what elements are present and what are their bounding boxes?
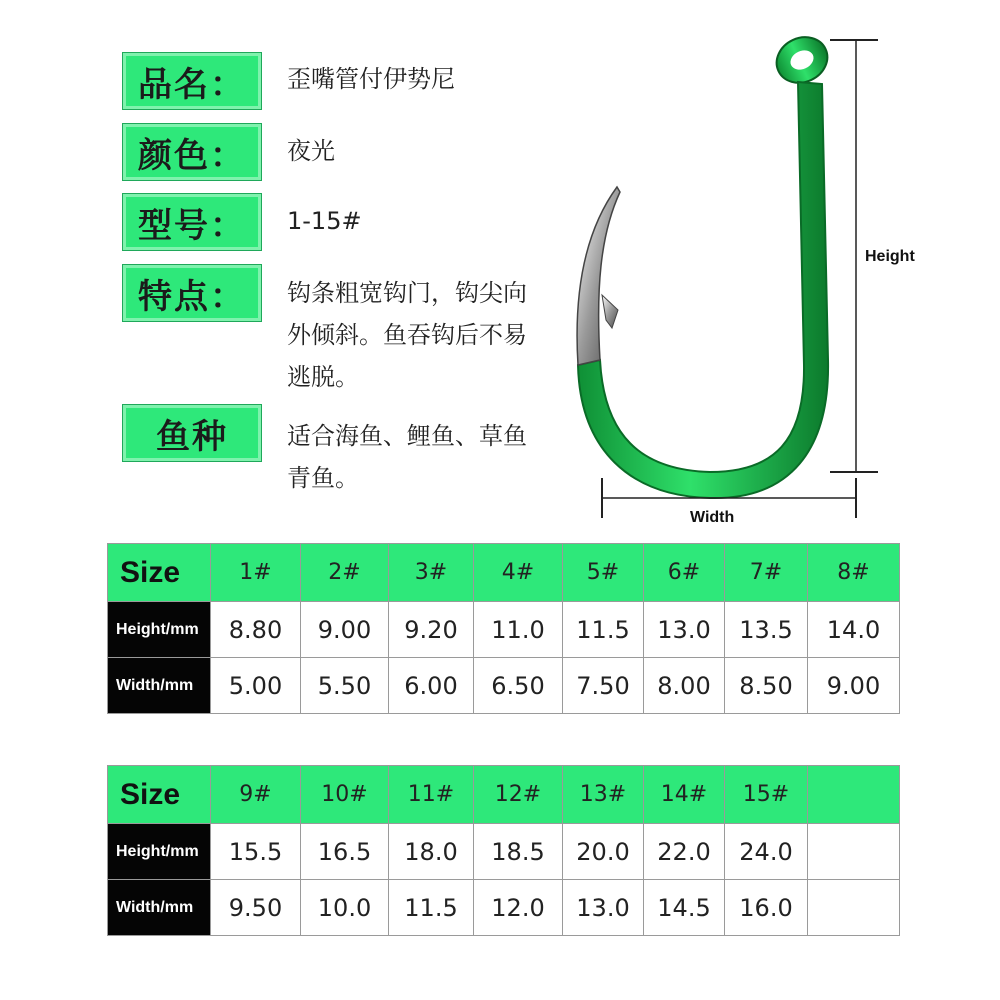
features-value [287,272,527,398]
fish-species-line-1: 适合海鱼、鲤鱼、草鱼 [287,422,527,450]
height-cell: 11.5 [563,602,644,658]
height-cell: 8.80 [211,602,301,658]
size-cell: 7# [725,544,808,602]
width-row-header: Width/mm [108,658,211,714]
color-label: 颜色： [122,123,262,181]
width-row-header: Width/mm [108,880,211,936]
height-cell: 22.0 [644,824,725,880]
width-cell: 9.00 [808,658,900,714]
size-cell: 13# [563,766,644,824]
height-dimension-label: Height [865,248,915,265]
table-header-row [108,544,900,602]
fish-species-label: 鱼种 [122,404,262,462]
size-cell: 10# [301,766,389,824]
table-row [108,602,900,658]
height-cell: 9.20 [389,602,474,658]
table-row [108,880,900,936]
fishing-hook-icon [560,20,900,530]
fish-species-line-2: 青鱼。 [287,464,359,492]
height-cell: 24.0 [725,824,808,880]
height-cell: 9.00 [301,602,389,658]
height-cell: 18.5 [474,824,563,880]
features-label: 特点： [122,264,262,322]
model-value: 1-15# [287,207,362,235]
width-cell: 16.0 [725,880,808,936]
width-cell: 8.50 [725,658,808,714]
table-header-row [108,766,900,824]
width-cell: 11.5 [389,880,474,936]
height-cell: 15.5 [211,824,301,880]
size-cell [808,766,900,824]
width-cell: 9.50 [211,880,301,936]
fish-species-value [287,415,527,499]
features-line-2: 外倾斜。鱼吞钩后不易 [287,321,527,349]
width-cell: 7.50 [563,658,644,714]
features-line-3: 逃脱。 [287,363,359,391]
size-cell: 5# [563,544,644,602]
product-name-label: 品名： [122,52,262,110]
height-cell: 13.0 [644,602,725,658]
width-cell: 6.00 [389,658,474,714]
width-cell: 12.0 [474,880,563,936]
width-cell: 13.0 [563,880,644,936]
hook-diagram [560,20,915,530]
size-cell: 1# [211,544,301,602]
width-cell: 8.00 [644,658,725,714]
width-cell [808,880,900,936]
model-label: 型号： [122,193,262,251]
width-dimension-label: Width [690,509,735,526]
height-row-header: Height/mm [108,824,211,880]
size-cell: 6# [644,544,725,602]
color-value: 夜光 [287,137,335,165]
width-cell: 5.00 [211,658,301,714]
size-cell: 8# [808,544,900,602]
size-cell: 15# [725,766,808,824]
size-cell: 9# [211,766,301,824]
height-row-header: Height/mm [108,602,211,658]
table-row [108,824,900,880]
height-cell: 18.0 [389,824,474,880]
size-cell: 14# [644,766,725,824]
size-cell: 12# [474,766,563,824]
width-cell: 14.5 [644,880,725,936]
table-row [108,658,900,714]
features-line-1: 钩条粗宽钩门，钩尖向 [287,279,527,307]
height-cell: 13.5 [725,602,808,658]
width-cell: 10.0 [301,880,389,936]
size-cell: 11# [389,766,474,824]
size-cell: 4# [474,544,563,602]
height-cell: 14.0 [808,602,900,658]
height-cell: 20.0 [563,824,644,880]
size-table-1 [107,543,900,714]
size-table-2 [107,765,900,936]
width-cell: 6.50 [474,658,563,714]
size-cell: 2# [301,544,389,602]
height-cell: 16.5 [301,824,389,880]
height-cell: 11.0 [474,602,563,658]
height-cell [808,824,900,880]
product-name-value: 歪嘴管付伊势尼 [287,65,455,93]
size-cell: 3# [389,544,474,602]
size-header: Size [108,766,211,824]
width-cell: 5.50 [301,658,389,714]
size-header: Size [108,544,211,602]
